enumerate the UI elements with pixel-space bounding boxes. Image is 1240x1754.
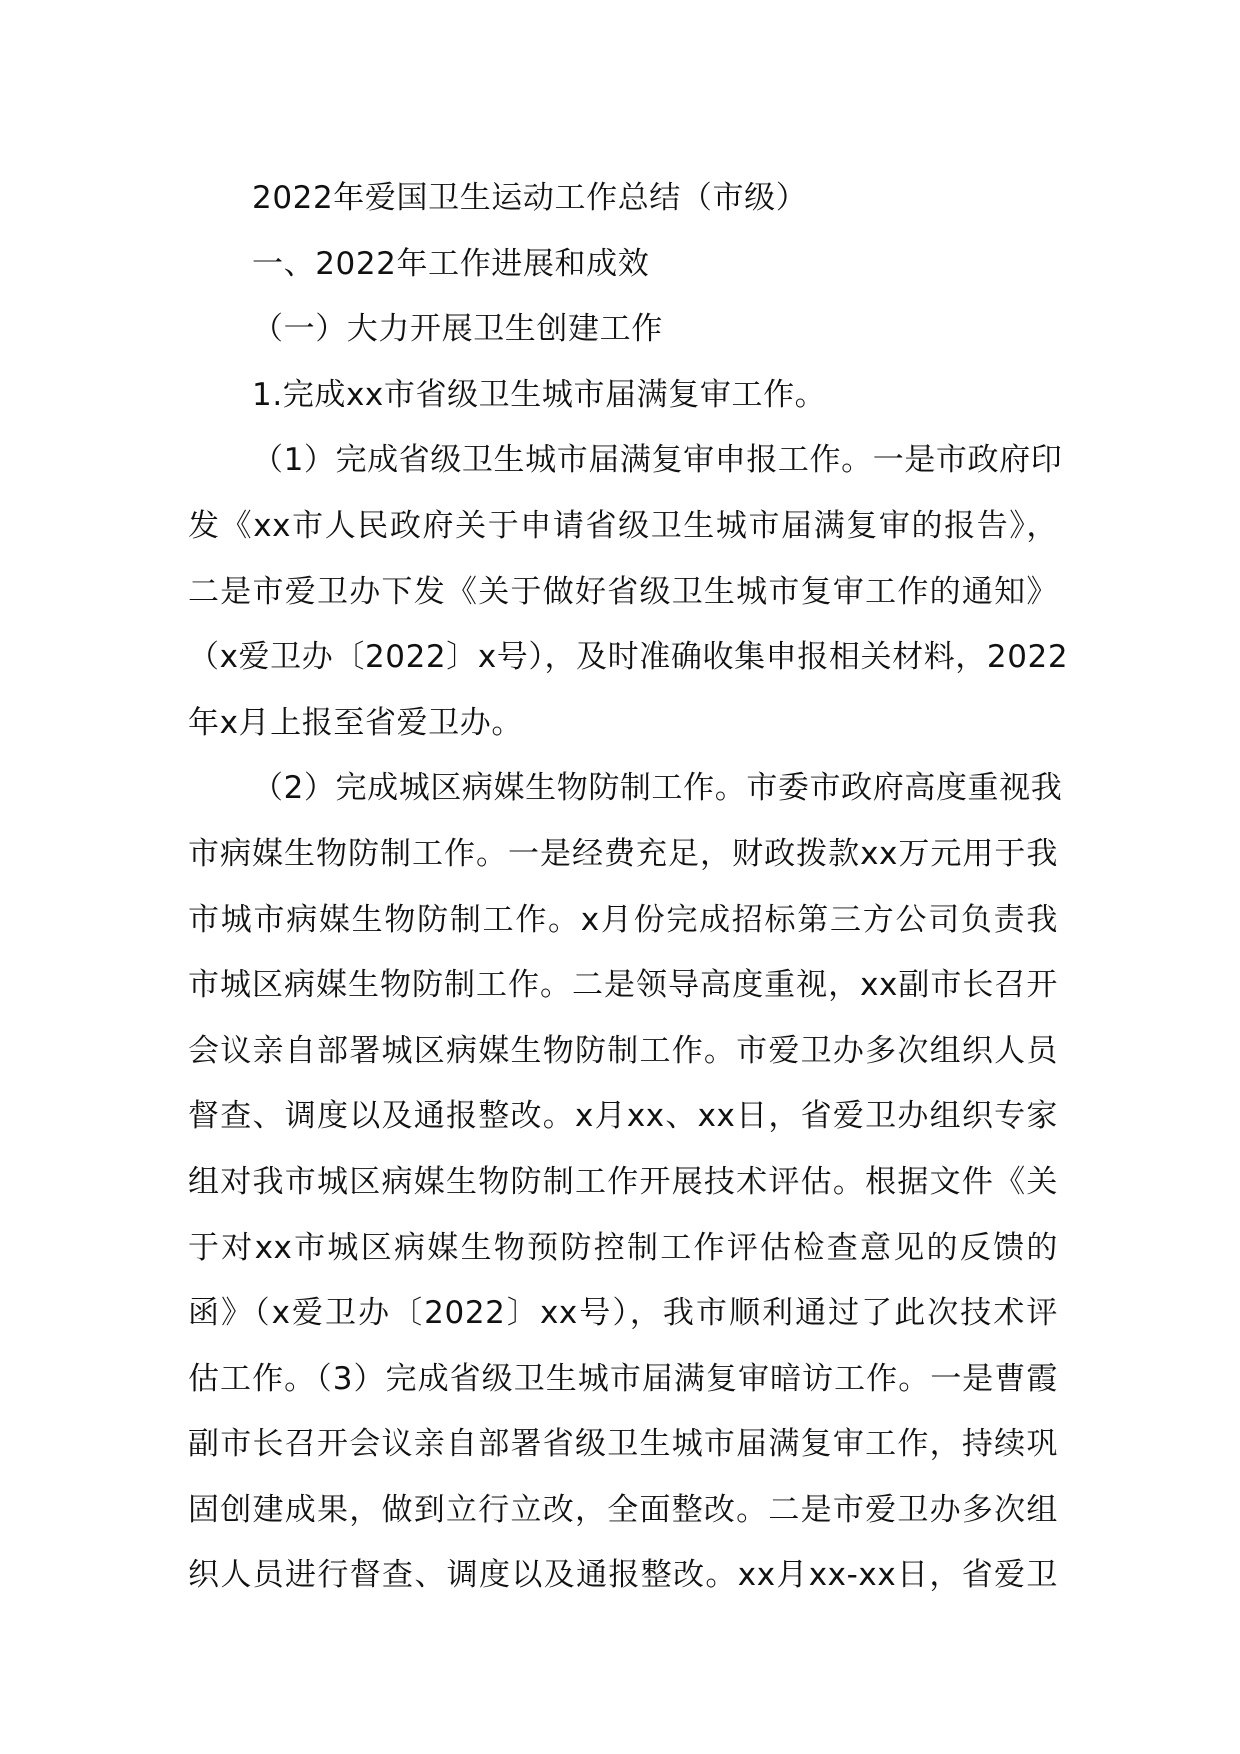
paragraph-line: 织人员进行督查、调度以及通报整改。xx月xx-xx日，省爱卫 <box>188 1557 1058 1594</box>
paragraph-line: （1）完成省级卫生城市届满复审申报工作。一是市政府印 <box>252 442 1063 479</box>
paragraph-line: （2）完成城区病媒生物防制工作。市委市政府高度重视我 <box>252 770 1063 807</box>
paragraph-line: 二是市爱卫办下发《关于做好省级卫生城市复审工作的通知》 <box>188 573 1058 610</box>
paragraph-line: 会议亲自部署城区病媒生物防制工作。市爱卫办多次组织人员 <box>188 1032 1058 1069</box>
paragraph-line: 于对xx市城区病媒生物预防控制工作评估检查意见的反馈的 <box>188 1229 1058 1266</box>
paragraph-line: 估工作。（3）完成省级卫生城市届满复审暗访工作。一是曹霞 <box>188 1360 1058 1397</box>
document-body <box>188 166 1069 1609</box>
paragraph-line: 市城市病媒生物防制工作。x月份完成招标第三方公司负责我 <box>188 901 1058 938</box>
paragraph-line: 固创建成果，做到立行立改，全面整改。二是市爱卫办多次组 <box>188 1491 1058 1528</box>
subsection-heading: （一）大力开展卫生创建工作 <box>252 311 663 348</box>
paragraph-line: 组对我市城区病媒生物防制工作开展技术评估。根据文件《关 <box>188 1163 1058 1200</box>
item-heading: 1.完成xx市省级卫生城市届满复审工作。 <box>252 376 827 413</box>
paragraph-line: 副市长召开会议亲自部署省级卫生城市届满复审工作，持续巩 <box>188 1426 1058 1463</box>
section-heading: 一、2022年工作进展和成效 <box>252 245 650 282</box>
paragraph-line: 函》（x爱卫办〔2022〕xx号），我市顺利通过了此次技术评 <box>188 1295 1058 1332</box>
paragraph-line: 市病媒生物防制工作。一是经费充足，财政拨款xx万元用于我 <box>188 835 1058 872</box>
document-title: 2022年爱国卫生运动工作总结（市级） <box>252 180 808 216</box>
paragraph-line: 督查、调度以及通报整改。x月xx、xx日，省爱卫办组织专家 <box>188 1098 1058 1135</box>
paragraph-line: 年x月上报至省爱卫办。 <box>188 704 523 741</box>
paragraph-line: （x爱卫办〔2022〕x号），及时准确收集申报相关材料，2022 <box>188 639 1069 676</box>
paragraph-line: 发《xx市人民政府关于申请省级卫生城市届满复审的报告》， <box>188 507 1058 544</box>
paragraph-line: 市城区病媒生物防制工作。二是领导高度重视，xx副市长召开 <box>188 967 1058 1004</box>
